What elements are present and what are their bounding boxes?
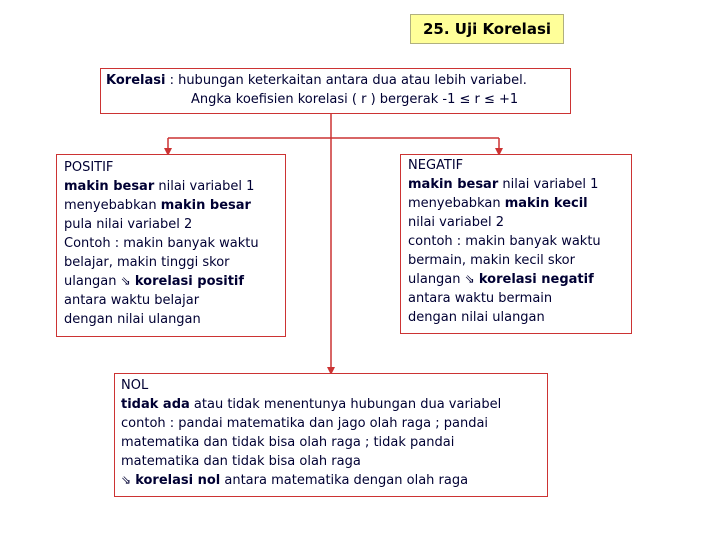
positif-bold-1: makin besar [64, 179, 155, 194]
nol-text-6: antara matematika dengan olah raga [220, 473, 469, 488]
negatif-bold-1: makin besar [408, 177, 499, 192]
nol-line-2 [121, 395, 547, 414]
nol-box [114, 373, 548, 497]
definition-box [100, 68, 571, 114]
positif-line-6: belajar, makin tinggi skor [64, 255, 230, 270]
negatif-line-4: nilai variabel 2 [408, 215, 505, 230]
positif-heading: POSITIF [64, 160, 114, 175]
implies-arrow-icon: ⇘ [464, 272, 475, 286]
positif-text-2: nilai variabel 1 [154, 179, 255, 194]
positif-line-8: antara waktu belajar [64, 293, 200, 308]
nol-text-2: atau tidak menentunya hubungan dua variabel [189, 397, 502, 412]
negatif-heading: NEGATIF [408, 158, 464, 173]
negatif-line-6: bermain, makin kecil skor [408, 253, 575, 268]
positif-bold-2: makin besar [160, 198, 251, 213]
positif-box [56, 154, 286, 337]
negatif-line-2 [408, 175, 631, 194]
positif-line-5: Contoh : makin banyak waktu [64, 236, 259, 251]
definition-text: : hubungan keterkaitan antara dua atau lebih variabel. [165, 73, 527, 88]
definition-term: Korelasi [106, 73, 166, 88]
nol-heading: NOL [121, 378, 149, 393]
positif-line-9: dengan nilai ulangan [64, 312, 201, 327]
negatif-result: korelasi negatif [478, 272, 594, 287]
negatif-text-3: menyebabkan [408, 196, 505, 211]
nol-line-4: matematika dan tidak bisa olah raga ; tidak pandai [121, 435, 455, 450]
negatif-line-9: dengan nilai ulangan [408, 310, 545, 325]
positif-line-3 [64, 196, 285, 215]
negatif-line-8: antara waktu bermain [408, 291, 553, 306]
page-title: 25. Uji Korelasi [410, 14, 564, 44]
negatif-line-7 [408, 270, 631, 289]
positif-text-3: menyebabkan [64, 198, 161, 213]
nol-line-3: contoh : pandai matematika dan jago olah raga ; pandai [121, 416, 489, 431]
negatif-text-7: ulangan [408, 272, 465, 287]
positif-text-7: ulangan [64, 274, 121, 289]
positif-result: korelasi positif [134, 274, 245, 289]
implies-arrow-icon: ⇘ [121, 473, 132, 487]
implies-arrow-icon: ⇘ [120, 274, 131, 288]
negatif-box [400, 154, 632, 334]
nol-line-5: matematika dan tidak bisa olah raga [121, 454, 361, 469]
nol-result: korelasi nol [135, 473, 221, 488]
positif-line-7 [64, 272, 285, 291]
nol-line-6 [121, 471, 547, 490]
definition-range: Angka koefisien korelasi ( r ) bergerak -1 ≤ r ≤ +1 [191, 92, 519, 107]
negatif-line-5: contoh : makin banyak waktu [408, 234, 601, 249]
positif-line-2 [64, 177, 285, 196]
definition-line-1 [106, 71, 570, 90]
nol-bold-1: tidak ada [121, 397, 190, 412]
negatif-text-2: nilai variabel 1 [498, 177, 599, 192]
positif-line-4: pula nilai variabel 2 [64, 217, 193, 232]
negatif-line-3 [408, 194, 631, 213]
negatif-bold-2: makin kecil [504, 196, 588, 211]
